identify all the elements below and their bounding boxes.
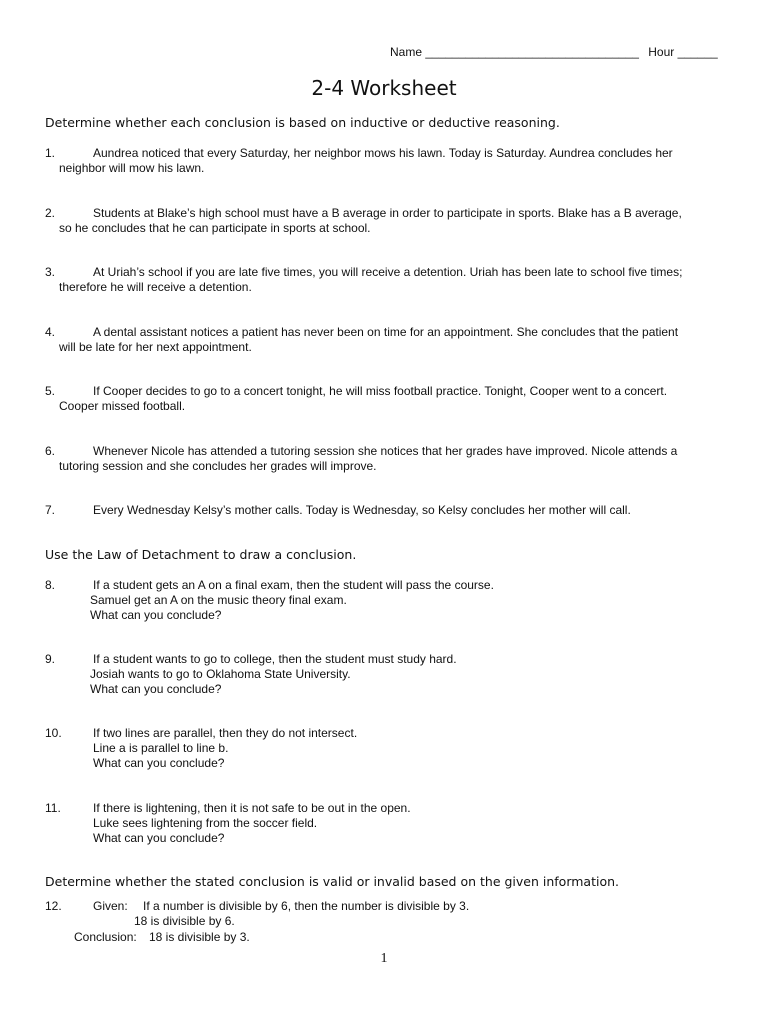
name-blank: ________________________________ bbox=[425, 45, 639, 59]
question-number: 2. bbox=[45, 206, 56, 220]
given-statement-2: 18 is divisible by 6. bbox=[134, 914, 235, 928]
question-text: Students at Blake’s high school must have a B average in order to participate in sports. Blake has a B average, bbox=[93, 206, 682, 220]
given-statement-1: If a number is divisible by 6, then the number is divisible by 3. bbox=[143, 899, 470, 913]
question-premise-2: Luke sees lightening from the soccer field. bbox=[93, 816, 318, 830]
question-text-cont: so he concludes that he can participate in sports at school. bbox=[59, 221, 371, 235]
question-premise-2: Samuel get an A on the music theory final exam. bbox=[90, 593, 347, 607]
conclusion-statement: 18 is divisible by 3. bbox=[149, 930, 250, 944]
question-text: Every Wednesday Kelsy’s mother calls. Today is Wednesday, so Kelsy concludes her mother will call. bbox=[93, 503, 631, 517]
question-text: At Uriah’s school if you are late five times, you will receive a detention. Uriah has been late to school five times; bbox=[93, 265, 683, 279]
question-text-cont: will be late for her next appointment. bbox=[59, 340, 252, 354]
section-instruction-valid-invalid: Determine whether the stated conclusion is valid or invalid based on the given information. bbox=[45, 874, 620, 889]
question-prompt: What can you conclude? bbox=[90, 682, 222, 696]
name-hour-header bbox=[390, 45, 718, 59]
conclusion-label: Conclusion: bbox=[74, 930, 137, 944]
given-label: Given: bbox=[93, 899, 128, 913]
section-instruction-inductive-deductive: Determine whether each conclusion is based on inductive or deductive reasoning. bbox=[45, 115, 560, 130]
question-text: A dental assistant notices a patient has never been on time for an appointment. She concludes that the patient bbox=[93, 325, 679, 339]
question-number: 11. bbox=[45, 801, 61, 815]
question-number: 4. bbox=[45, 325, 56, 339]
question-premise-1: If there is lightening, then it is not safe to be out in the open. bbox=[93, 801, 411, 815]
question-number: 3. bbox=[45, 265, 56, 279]
question-premise-2: Josiah wants to go to Oklahoma State University. bbox=[90, 667, 351, 681]
question-number: 10. bbox=[45, 726, 62, 740]
name-label: Name bbox=[390, 45, 423, 59]
hour-label: Hour bbox=[648, 45, 675, 59]
question-text-cont: neighbor will mow his lawn. bbox=[59, 161, 205, 175]
question-number: 9. bbox=[45, 652, 56, 666]
question-premise-1: If a student wants to go to college, then the student must study hard. bbox=[93, 652, 457, 666]
question-number: 6. bbox=[45, 444, 56, 458]
question-text-cont: therefore he will receive a detention. bbox=[59, 280, 252, 294]
section-instruction-law-of-detachment: Use the Law of Detachment to draw a conclusion. bbox=[45, 547, 357, 562]
question-number: 7. bbox=[45, 503, 56, 517]
question-premise-1: If a student gets an A on a final exam, then the student will pass the course. bbox=[93, 578, 494, 592]
hour-blank: ______ bbox=[677, 45, 718, 59]
question-number: 8. bbox=[45, 578, 56, 592]
question-premise-1: If two lines are parallel, then they do not intersect. bbox=[93, 726, 358, 740]
question-prompt: What can you conclude? bbox=[90, 608, 222, 622]
question-premise-2: Line a is parallel to line b. bbox=[93, 741, 229, 755]
question-text: Whenever Nicole has attended a tutoring session she notices that her grades have improved. Nicole attends a bbox=[93, 444, 678, 458]
question-text: If Cooper decides to go to a concert tonight, he will miss football practice. Tonight, Cooper went to a concert. bbox=[93, 384, 668, 398]
question-text-cont: Cooper missed football. bbox=[59, 399, 186, 413]
question-prompt: What can you conclude? bbox=[93, 756, 225, 770]
question-number: 5. bbox=[45, 384, 56, 398]
question-number: 12. bbox=[45, 899, 62, 913]
question-text: Aundrea noticed that every Saturday, her neighbor mows his lawn. Today is Saturday. Aundrea concludes her bbox=[93, 146, 673, 160]
question-number: 1. bbox=[45, 146, 56, 160]
page-title: 2-4 Worksheet bbox=[311, 76, 457, 100]
question-prompt: What can you conclude? bbox=[93, 831, 225, 845]
question-text-cont: tutoring session and she concludes her grades will improve. bbox=[59, 459, 377, 473]
page-number: 1 bbox=[380, 951, 388, 966]
